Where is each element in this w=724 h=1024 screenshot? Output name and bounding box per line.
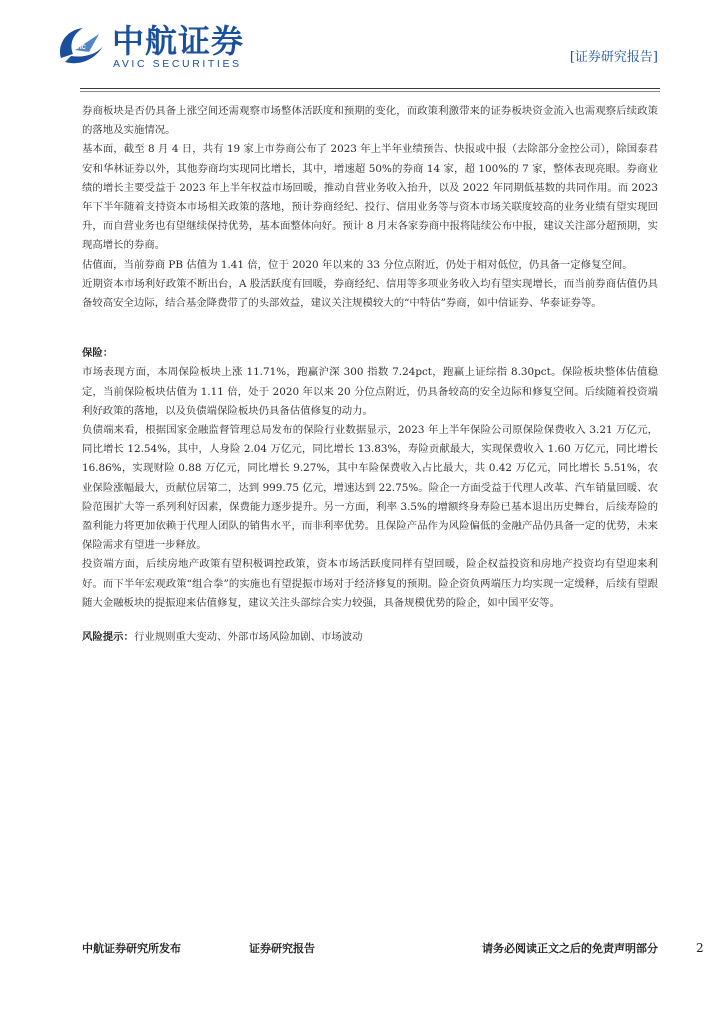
- risk-warning: [82, 628, 658, 647]
- page-footer: [82, 940, 658, 958]
- svg-text:AVIC: AVIC: [72, 45, 86, 51]
- footer-publisher: 中航证券研究所发布: [82, 942, 181, 955]
- insurance-paragraph: 市场表现方面，本周保险板块上涨 11.71%，跑赢沪深 300 指数 7.24pct，跑赢上证综指 8.30pct。保险板块整体估值稳定，当前保险板块估值为 1.11 倍，处于 2020 年以来 20 分位点附近，仍具备较高的安全边际和修复空间。后续随着投资端利好政策的落地，以及负债端保险板块仍具备估值修复的动力。: [82, 366, 658, 417]
- risk-warning-text: 行业规则重大变动、外部市场风险加剧、市场波动: [133, 631, 363, 644]
- securities-paragraph: 基本面，截至 8 月 4 日，共有 19 家上市券商公布了 2023 年上半年业绩预告、快报或中报（去除部分金控公司），除国泰君安和华林证券以外，其他券商均实现同比增长，其中，增速超 50%的券商 14 家，超 100%的 7 家，整体表现亮眼。券商业绩的增长主要受益于 2023 年上半年权益市场回暖，推动自营业务收入抬升，以及 2022 年同期低基数的共同作用。而 2023 年下半年随着支持资本市场相关政策的落地，预计券商经纪、投行、信用业务等与资本市场关联度较高的业务业绩有望实现回升，而自营业务也有望继续保持优势，基本面整体向好。预计 8 月末各家券商中报将陆续公布中报，建议关注部分超预期，实现高增长的券商。: [82, 143, 658, 252]
- page-number: 2: [696, 941, 704, 955]
- risk-warning-label: 风险提示：: [82, 631, 134, 644]
- securities-paragraph: 券商板块是否仍具备上涨空间还需观察市场整体活跃度和预期的变化，而政策利激带来的证券板块资金流入也需观察后续政策的落地及实施情况。: [82, 105, 658, 137]
- logo-chinese-name: 中航证券: [112, 22, 245, 60]
- header-divider-thin: [80, 91, 660, 92]
- securities-paragraph: 近期资本市场利好政策不断出台，A 股活跃度有回暖，券商经纪、信用等多项业务收入均有望实现增长，而当前券商估值仍具备较高安全边际，结合基金降费带了的头部效益，建议关注规模较大的“中特估”券商，如中信证券、华泰证券等。: [82, 277, 658, 310]
- footer-document-type: 证券研究报告: [249, 942, 315, 955]
- insurance-paragraph: 负债端来看，根据国家金融监督管理总局发布的保险行业数据显示，2023 年上半年保险公司原保险保费收入 3.21 万亿元，同比增长 12.54%，其中，人身险 2.04 万亿元，同比增长 13.83%，寿险贡献最大，实现保费收入 1.60 万亿元，同比增长 16.86%，实现财险 0.88 万亿元，同比增长 9.27%，其中车险保费收入占比最大，共 0.42 万亿元，同比增长 5.51%，农业保险涨幅最大，贡献位居第二，达到 999.75 亿元，增速达到 22.75%。险企一方面受益于代理人改革、汽车销量回暖、农险范围扩大等一系列利好因素，保费能力逐步提升。另一方面，利率 3.5%的增额终身寿险已基本退出历史舞台，后续寿险的盈利能力将更加依赖于代理人团队的销售水平，而非利率优势。且保险产品作为风险偏低的金融产品仍具备一定的优势，未来保险需求有望进一步释放。: [82, 424, 658, 552]
- logo-english-name: AVIC SECURITIES: [113, 58, 242, 70]
- header-divider: [80, 88, 660, 89]
- insurance-section-title: 保险：: [82, 347, 114, 360]
- insurance-paragraph: 投资端方面，后续房地产政策有望积极调控政策，资本市场活跃度同样有望回暖，险企权益投资和房地产投资均有望迎来利好。而下半年宏观政策“组合拳”的实施也有望提振市场对于经济修复的预期。险企资负两端压力均实现一定缓释，后续有望跟随大金融板块的提振迎来估值修复，建议关注头部综合实力较强，具备规模优势的险企，如中国平安等。: [82, 558, 658, 609]
- document-type-tag: [证券研究报告]: [569, 50, 658, 65]
- footer-disclaimer: 请务必阅读正文之后的免责声明部分: [482, 942, 658, 955]
- avic-logo-icon: [55, 24, 107, 70]
- page-header: [0, 0, 724, 100]
- report-body: [82, 102, 658, 902]
- securities-paragraph: 估值面，当前券商 PB 估值为 1.41 倍，位于 2020 年以来的 33 分位点附近，仍处于相对低位，仍具备一定修复空间。: [82, 258, 633, 271]
